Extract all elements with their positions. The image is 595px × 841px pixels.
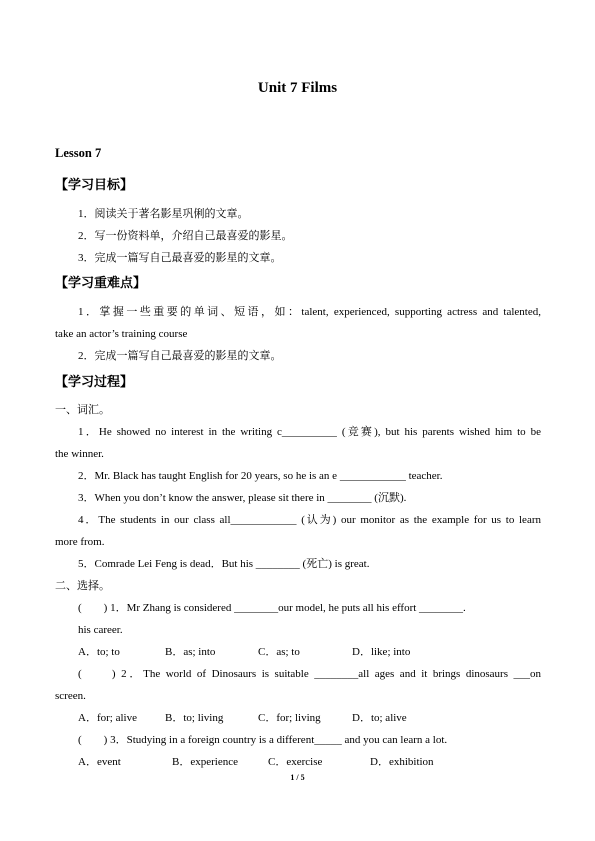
vocab-question-5: 5．Comrade Lei Feng is dead．But his ________ (死亡) is great.: [78, 558, 370, 570]
choice-1-option-c: C．as; to: [258, 646, 300, 658]
choice-2-option-c: C．for; living: [258, 712, 321, 724]
choice-1-option-a: A．to; to: [78, 646, 120, 658]
goal-item-2: 2．写一份资料单，介绍自己最喜爱的影星。: [78, 230, 293, 242]
key-points-heading: 【学习重难点】: [55, 276, 147, 291]
choice-1-option-d: D．like; into: [352, 646, 411, 658]
choice-question-1-stem-continued: his career.: [78, 624, 123, 636]
vocab-question-1-line-2: the winner.: [55, 448, 104, 460]
vocab-question-4-line-2: more from.: [55, 536, 105, 548]
choice-question-3-stem: ( ) 3．Studying in a foreign country is a different_____ and you can learn a lot.: [78, 734, 448, 746]
lesson-heading: Lesson 7: [55, 146, 102, 160]
choice-3-option-d: D．exhibition: [370, 756, 434, 768]
page-number: 1 / 5: [290, 773, 305, 782]
choice-1-option-b: B．as; into: [165, 646, 216, 658]
key-point-item-2: 2．完成一篇写自己最喜爱的影星的文章。: [78, 350, 282, 362]
choice-heading: 二、选择。: [55, 580, 110, 592]
choice-3-option-a: A．event: [78, 756, 121, 768]
choice-question-1-stem: ( ) 1．Mr Zhang is considered ________our model, he puts all his effort ________.: [78, 602, 466, 614]
choice-2-option-a: A．for; alive: [78, 712, 137, 724]
choice-3-option-c: C．exercise: [268, 756, 323, 768]
vocab-heading: 一、词汇。: [55, 404, 110, 416]
goal-item-3: 3．完成一篇写自己最喜爱的影星的文章。: [78, 252, 282, 264]
vocab-question-2: 2．Mr. Black has taught English for 20 years, so he is an e ____________ teacher.: [78, 470, 443, 482]
process-heading: 【学习过程】: [55, 375, 134, 390]
vocab-question-4-line-1: 4．The students in our class all____________ (认为) our monitor as the example for us to learn: [78, 514, 541, 526]
document-title: Unit 7 Films: [257, 80, 338, 96]
key-point-item-1-line-1: 1．掌握一些重要的单词、短语，如：talent, experienced, supporting actress and talented,: [78, 306, 541, 318]
goals-heading: 【学习目标】: [55, 178, 134, 193]
choice-2-option-b: B．to; living: [165, 712, 224, 724]
key-point-item-1-line-2: take an actor’s training course: [55, 328, 188, 340]
vocab-question-1-line-1: 1．He showed no interest in the writing c__________ (竞赛), but his parents wished him to be: [78, 426, 541, 438]
choice-2-option-d: D．to; alive: [352, 712, 407, 724]
choice-question-2-stem: ( ) 2．The world of Dinosaurs is suitable ________all ages and it brings dinosaurs ___on: [78, 668, 541, 680]
choice-question-2-stem-continued: screen.: [55, 690, 86, 702]
vocab-question-3: 3．When you don’t know the answer, please sit there in ________ (沉默).: [78, 492, 407, 504]
choice-3-option-b: B．experience: [172, 756, 238, 768]
goal-item-1: 1．阅读关于著名影星巩俐的文章。: [78, 208, 249, 220]
